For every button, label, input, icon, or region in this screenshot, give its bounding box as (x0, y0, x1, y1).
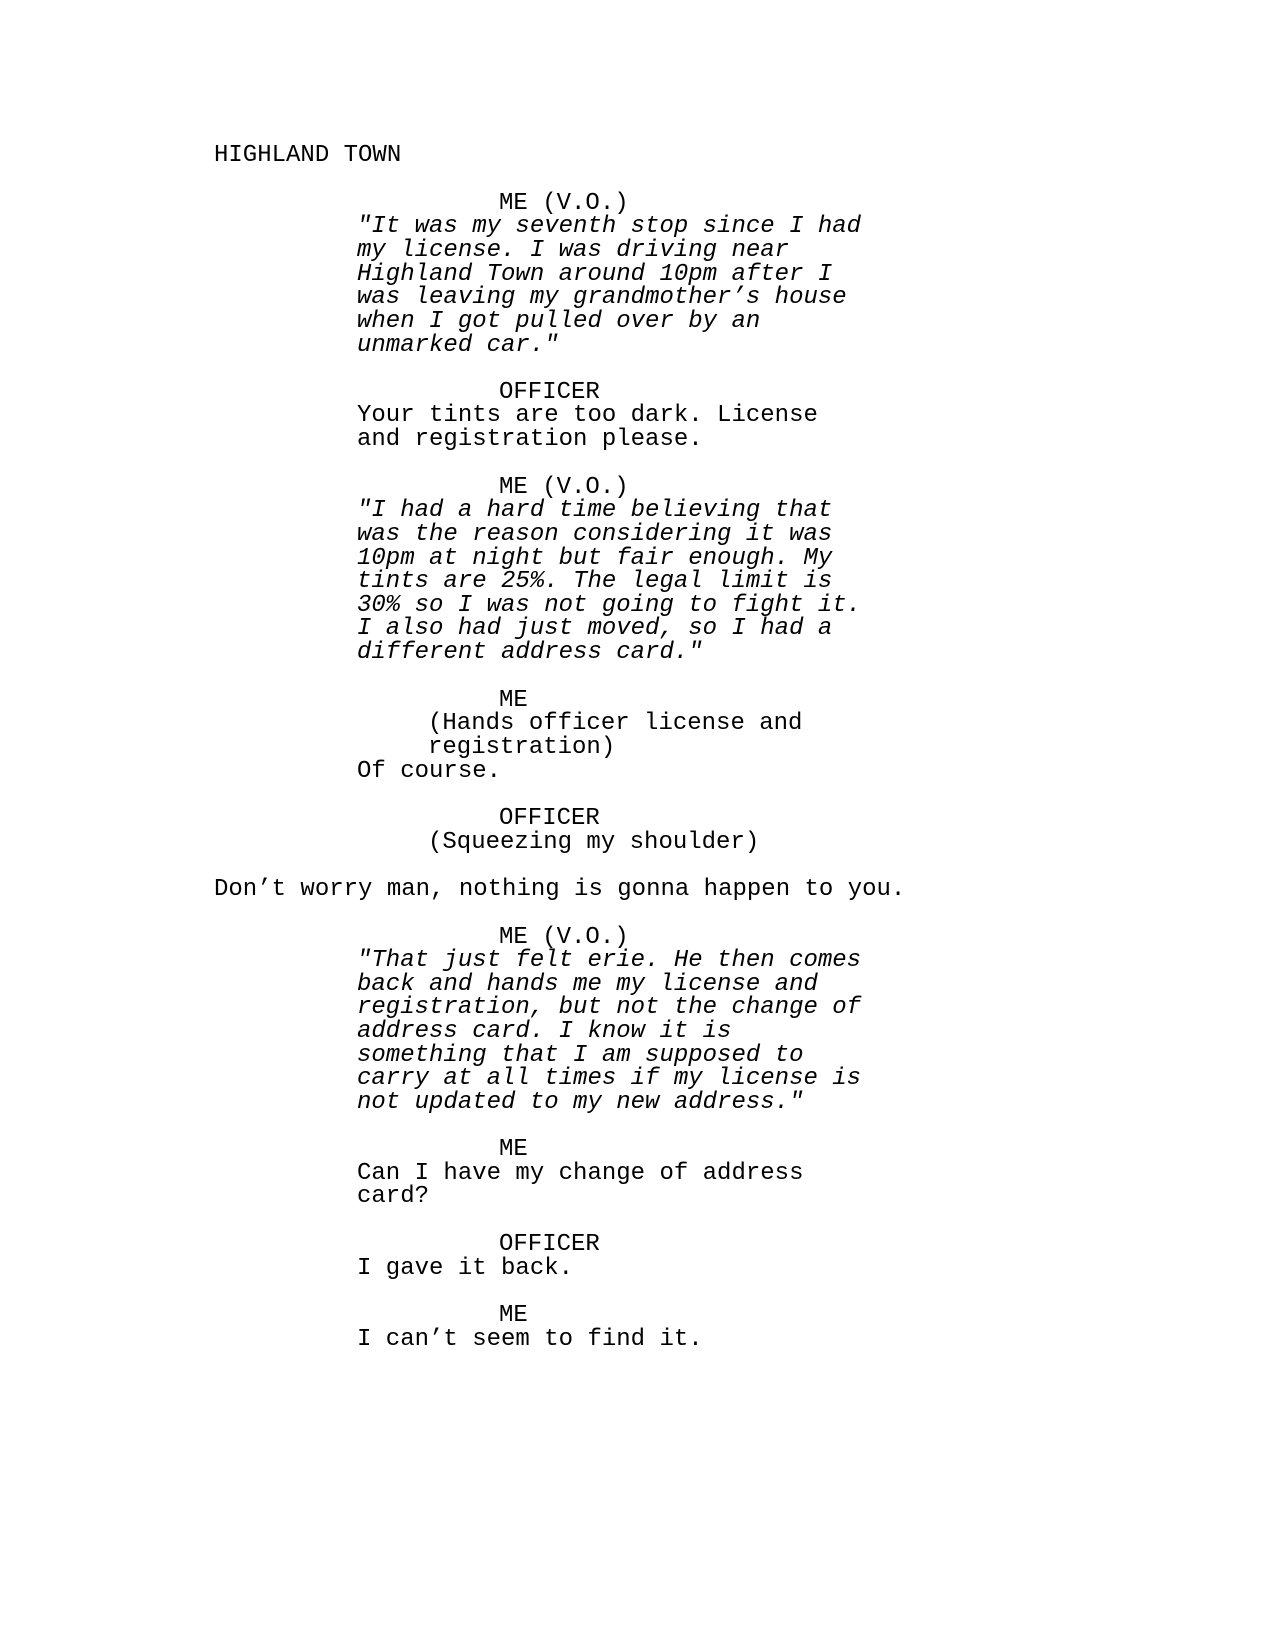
voice-over-line: tints are 25%. The legal limit is (357, 568, 833, 595)
character-cue: OFFICER (499, 805, 600, 832)
voice-over-line: when I got pulled over by an (357, 308, 761, 335)
voice-over-line: registration, but not the change of (357, 994, 862, 1021)
parenthetical: registration) (428, 734, 616, 761)
dialogue-line: I gave it back. (357, 1255, 574, 1282)
voice-over-line: carry at all times if my license is (357, 1065, 862, 1092)
character-cue: ME (499, 1136, 528, 1163)
voice-over-line: 10pm at night but fair enough. My (357, 545, 833, 572)
action-line: Don’t worry man, nothing is gonna happen to you. (214, 876, 906, 903)
voice-over-line: my license. I was driving near (357, 237, 790, 264)
character-cue: ME (V.O.) (499, 924, 629, 951)
voice-over-line: something that I am supposed to (357, 1042, 804, 1069)
voice-over-line: different address card." (357, 639, 703, 666)
dialogue-line: Your tints are too dark. License (357, 402, 818, 429)
voice-over-line: Highland Town around 10pm after I (357, 261, 833, 288)
dialogue-line: I can’t seem to find it. (357, 1326, 703, 1353)
voice-over-line: was leaving my grandmother’s house (357, 284, 847, 311)
voice-over-line: not updated to my new address." (357, 1089, 804, 1116)
character-cue: ME (V.O.) (499, 474, 629, 501)
voice-over-line: 30% so I was not going to fight it. (357, 592, 862, 619)
voice-over-line: "It was my seventh stop since I had (357, 213, 862, 240)
dialogue-line: Can I have my change of address (357, 1160, 804, 1187)
voice-over-line: I also had just moved, so I had a (357, 615, 833, 642)
voice-over-line: "That just felt erie. He then comes (357, 947, 862, 974)
character-cue: ME (V.O.) (499, 190, 629, 217)
character-cue: OFFICER (499, 1231, 600, 1258)
voice-over-line: was the reason considering it was (357, 521, 833, 548)
character-cue: ME (499, 1302, 528, 1329)
dialogue-line: card? (357, 1183, 430, 1210)
voice-over-line: unmarked car." (357, 332, 559, 359)
voice-over-line: back and hands me my license and (357, 971, 818, 998)
parenthetical: (Squeezing my shoulder) (428, 829, 760, 856)
character-cue: OFFICER (499, 379, 600, 406)
dialogue-line: and registration please. (357, 426, 703, 453)
voice-over-line: "I had a hard time believing that (357, 497, 833, 524)
parenthetical: (Hands officer license and (428, 710, 803, 737)
dialogue-line: Of course. (357, 758, 502, 785)
scene-heading: HIGHLAND TOWN (214, 142, 402, 169)
character-cue: ME (499, 687, 528, 714)
voice-over-line: address card. I know it is (357, 1018, 732, 1045)
